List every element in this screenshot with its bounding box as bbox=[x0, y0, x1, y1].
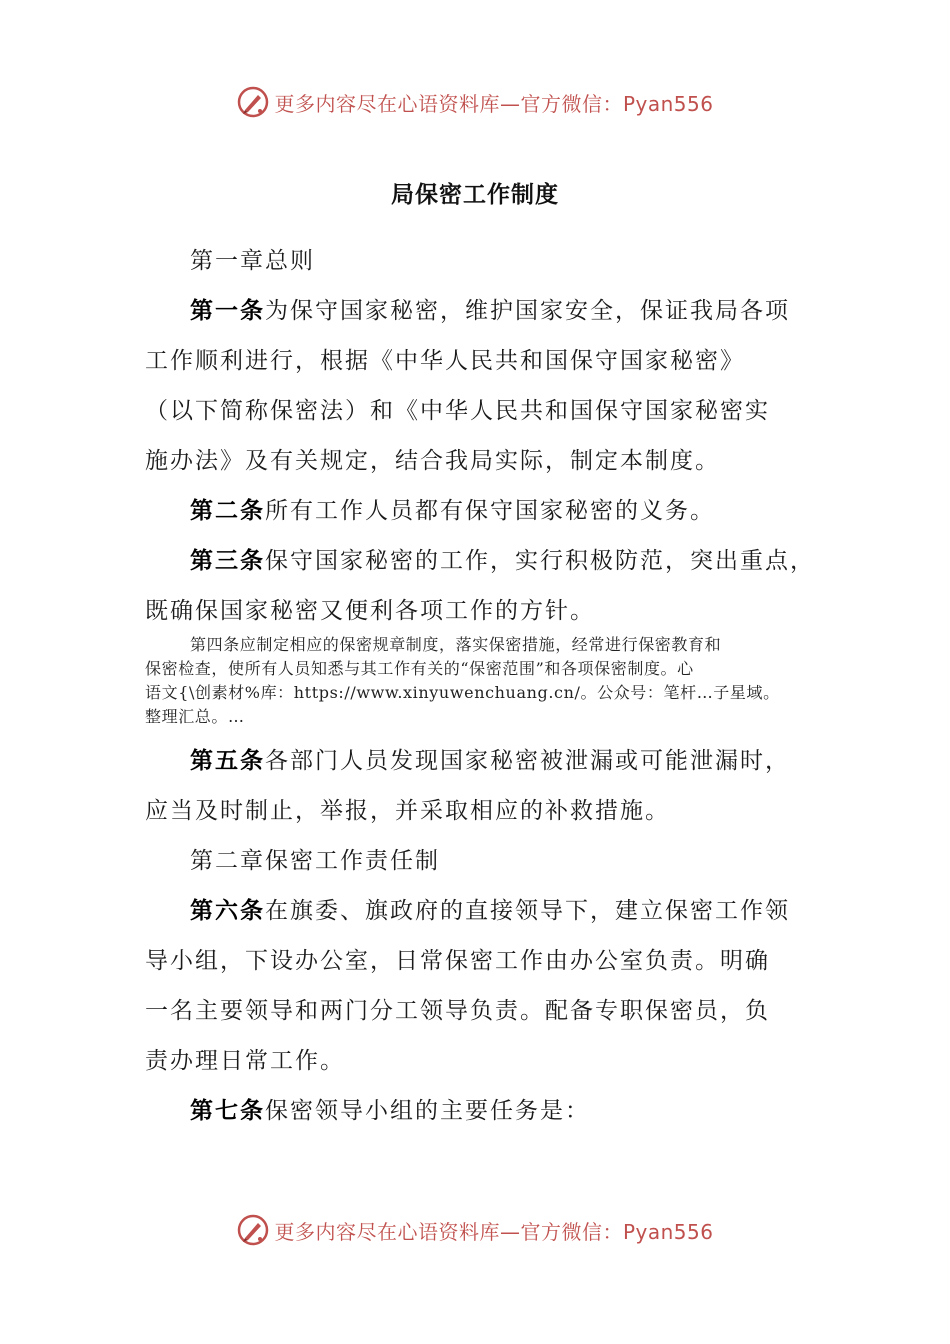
article-4-line: 语文{\创素材%库：https://www.xinyuwenchuang.cn/。公众号：笔杆…子星域。 bbox=[145, 683, 780, 702]
article-label: 第六条 bbox=[190, 897, 265, 924]
article-5-line bbox=[190, 742, 790, 775]
article-label: 第七条 bbox=[190, 1097, 265, 1124]
header-banner bbox=[0, 80, 950, 124]
article-text: 保守国家秘密的工作，实行积极防范，突出重点， bbox=[265, 548, 815, 574]
article-1-line: 工作顺利进行，根据《中华人民共和国保守国家秘密》 bbox=[145, 348, 745, 374]
article-label: 第三条 bbox=[190, 547, 265, 574]
article-2-line bbox=[190, 492, 715, 525]
article-1-line bbox=[190, 292, 790, 325]
article-7-line bbox=[190, 1092, 590, 1125]
chapter-heading: 第一章总则 bbox=[190, 248, 315, 274]
footer-banner bbox=[0, 1208, 950, 1252]
article-text: 各部门人员发现国家秘密被泄漏或可能泄漏时， bbox=[265, 748, 790, 774]
article-4-line: 整理汇总。… bbox=[145, 707, 245, 726]
article-6-line: 一名主要领导和两门分工领导负责。配备专职保密员，负 bbox=[145, 998, 770, 1024]
article-label: 第五条 bbox=[190, 747, 265, 774]
article-6-line: 责办理日常工作。 bbox=[145, 1048, 345, 1074]
article-text: 为保守国家秘密，维护国家安全，保证我局各项 bbox=[265, 298, 790, 324]
pen-logo-icon bbox=[236, 85, 270, 119]
article-text: 保密领导小组的主要任务是： bbox=[265, 1098, 590, 1124]
article-3-line: 既确保国家秘密又便利各项工作的方针。 bbox=[145, 598, 595, 624]
article-5-line: 应当及时制止，举报，并采取相应的补救措施。 bbox=[145, 798, 670, 824]
banner-text: 更多内容尽在心语资料库—官方微信：Pyan556 bbox=[274, 1219, 714, 1244]
article-1-line: 施办法》及有关规定，结合我局实际，制定本制度。 bbox=[145, 448, 720, 474]
article-4-line: 第四条应制定相应的保密规章制度，落实保密措施，经常进行保密教育和 bbox=[190, 635, 722, 654]
pen-logo-icon bbox=[236, 1213, 270, 1247]
chapter-heading: 第二章保密工作责任制 bbox=[190, 848, 440, 874]
article-3-line bbox=[190, 542, 815, 575]
article-6-line: 导小组，下设办公室，日常保密工作由办公室负责。明确 bbox=[145, 948, 770, 974]
banner-text: 更多内容尽在心语资料库—官方微信：Pyan556 bbox=[274, 91, 714, 116]
document-title: 局保密工作制度 bbox=[391, 181, 559, 208]
article-1-line: （以下简称保密法）和《中华人民共和国保守国家秘密实 bbox=[145, 398, 770, 424]
article-4-line: 保密检查，使所有人员知悉与其工作有关的“保密范围”和各项保密制度。心 bbox=[145, 659, 694, 678]
article-6-line bbox=[190, 892, 790, 925]
article-text: 所有工作人员都有保守国家秘密的义务。 bbox=[265, 498, 715, 524]
article-text: 在旗委、旗政府的直接领导下，建立保密工作领 bbox=[265, 898, 790, 924]
article-label: 第二条 bbox=[190, 497, 265, 524]
article-label: 第一条 bbox=[190, 297, 265, 324]
